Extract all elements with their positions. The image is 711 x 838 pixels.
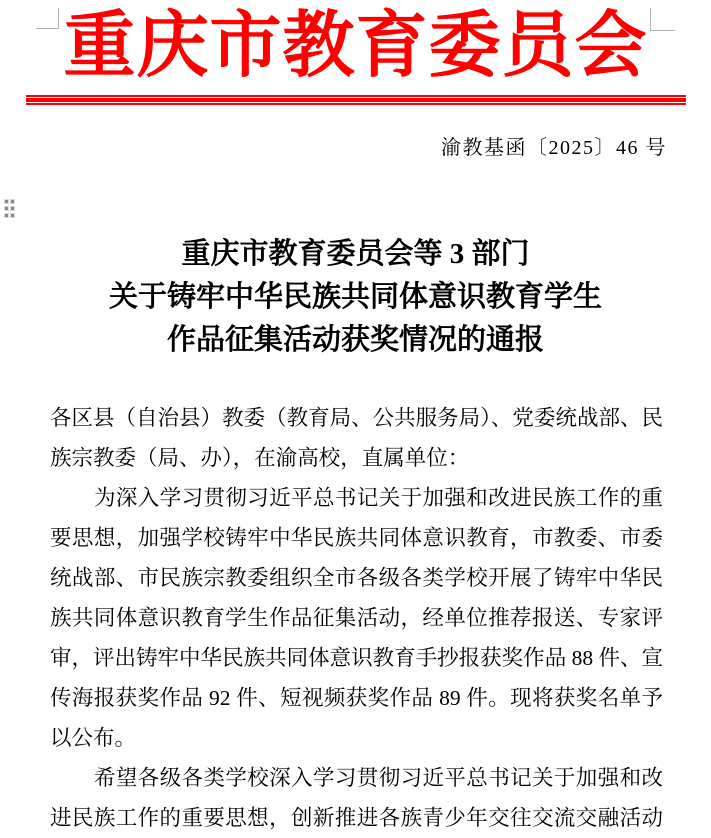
- drag-handle-dot: [11, 214, 14, 217]
- letterhead-red-separator-line: [26, 95, 686, 105]
- body-text-line: 各区县（自治县）教委（教育局、公共服务局）、党委统战部、民: [50, 406, 663, 430]
- body-text-line: 要思想，加强学校铸牢中华民族共同体意识教育，市教委、市委: [50, 526, 663, 550]
- body-text-line: 传海报获奖作品 92 件、短视频获奖作品 89 件。现将获奖名单予: [50, 686, 663, 710]
- document-title-line: 重庆市教育委员会等 3 部门: [181, 238, 530, 270]
- drag-handle-dot: [11, 200, 14, 203]
- drag-handle-dot: [5, 214, 8, 217]
- document-title: [0, 233, 711, 362]
- drag-handle-dot: [5, 207, 8, 210]
- body-text-line: 希望各级各类学校深入学习贯彻习近平总书记关于加强和改: [94, 766, 663, 790]
- body-text-line: 族宗教委（局、办），在渝高校，直属单位：: [50, 446, 470, 470]
- document-body: [50, 398, 663, 838]
- six-dot-drag-handle-icon[interactable]: [5, 200, 14, 217]
- body-text-line: 为深入学习贯彻习近平总书记关于加强和改进民族工作的重: [94, 486, 663, 510]
- body-text-line: 审，评出铸牢中华民族共同体意识教育手抄报获奖作品 88 件、宣: [50, 646, 663, 670]
- letterhead-org-name: 重庆市教育委员会: [63, 6, 648, 86]
- drag-handle-dot: [5, 200, 8, 203]
- body-text-line: 族共同体意识教育学生作品征集活动，经单位推荐报送、专家评: [50, 606, 663, 630]
- body-text-line: 统战部、市民族宗教委组织全市各级各类学校开展了铸牢中华民: [50, 566, 663, 590]
- drag-handle-dot: [11, 207, 14, 210]
- document-title-line: 作品征集活动获奖情况的通报: [166, 324, 544, 356]
- document-title-line: 关于铸牢中华民族共同体意识教育学生: [108, 281, 602, 313]
- body-text-line: 以公布。: [50, 726, 137, 750]
- document-number: 渝教基函〔2025〕46 号: [441, 137, 667, 159]
- body-text-line: 进民族工作的重要思想，创新推进各族青少年交往交流交融活动: [50, 806, 663, 830]
